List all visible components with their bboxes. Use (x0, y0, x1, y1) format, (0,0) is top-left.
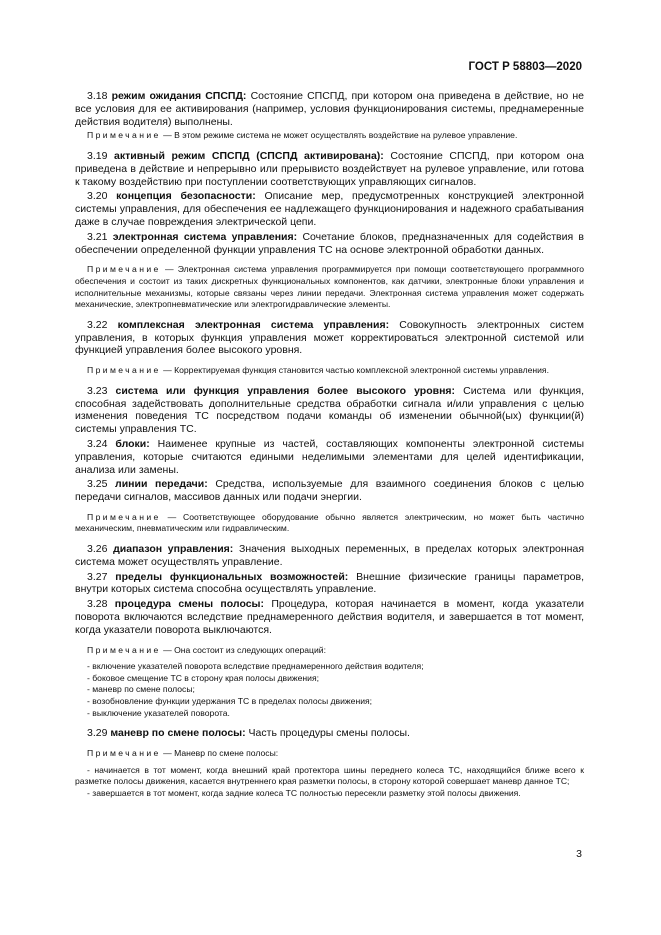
page-content (75, 90, 584, 807)
note-3-22: Примечание — Корректируемая функция становится частью комплексной электронной системы управления. (87, 365, 549, 376)
note-3-29: Примечание — Маневр по смене полосы: (87, 748, 279, 759)
term-3-22: 3.22 комплексная электронная система управления: Совокупность электронных систем управления, в которых функция управления может корректироваться электронной системой или функцией управления более высокого уровня. (75, 318, 584, 357)
list-item: - включение указателей поворота вследствие преднамеренного действия водителя; (87, 661, 424, 672)
maneuver-list (75, 765, 584, 800)
term-3-23: 3.23 система или функция управления более высокого уровня: Система или функция, способная задействовать дополнительные средства обработки сигнала и/или управления с целью изменения поведения ТС посредством подачи команды об изменении обычной(ых) функции(й) системы управления ТС. (75, 384, 585, 436)
term-3-24: 3.24 блоки: Наименее крупные из частей, составляющих компоненты электронной системы управления, которые считаются едиными неделимыми элементами для целей идентификации, анализа или замены. (75, 437, 584, 476)
term-3-20: 3.20 концепция безопасности: Описание мер, предусмотренных конструкцией электронной системы управления, для обеспечения ее надлежащего функционирования и надежного срабатывания даже в случае повреждения электрической цепи. (75, 190, 584, 228)
operations-list (75, 661, 584, 719)
term-3-27: 3.27 пределы функциональных возможностей: Внешние физические границы параметров, внутри которых система способна осуществлять управление. (75, 570, 584, 596)
term-3-26: 3.26 диапазон управления: Значения выходных переменных, в пределах которых электронная система может осуществлять управление. (75, 543, 584, 568)
list-item: - завершается в тот момент, когда задние колеса ТС полностью пересекли разметку этой полосы движения. (87, 787, 521, 798)
term-3-18: 3.18 режим ожидания СПСПД: Состояние СПСПД, при котором она приведена в действие, но не все условия для ее активирования (например, условия функционирования системы, преднамеренные действия водителя) выполнены. (75, 90, 584, 128)
standard-code-header: ГОСТ Р 58803—2020 (468, 61, 582, 73)
term-3-21: 3.21 электронная система управления: Сочетание блоков, предназначенных для содействия в обеспечении определенной функции управления ТС на основе электронной обработки данных. (75, 230, 585, 256)
list-item: - боковое смещение ТС в сторону края полосы движения; (87, 672, 320, 683)
term-3-19: 3.19 активный режим СПСПД (СПСПД активирована): Состояние СПСПД, при котором она приведена в действие и непрерывно или прерывисто воздействует на рулевое управление, или готова к такому воздействию при поступлении соответствующих управляющих сигналов. (75, 149, 585, 188)
list-item: - маневр по смене полосы; (87, 684, 195, 695)
list-item: - возобновление функции удержания ТС в пределах полосы движения; (87, 696, 373, 707)
term-3-25: 3.25 линии передачи: Средства, используемые для взаимного соединения блоков с целью передачи сигналов, массивов данных или подачи энергии. (75, 478, 584, 504)
note-3-21: Примечание — Электронная система управления программируется при помощи соответствующего программного обеспечения и состоит из таких дискретных функциональных компонентов, как датчики, электронные блоки управления и исполнительные механизмы, которые связаны через линии передачи. Электронная система управления может содержать механические, электропневматические или электрогидравлические элементы. (75, 264, 584, 310)
note-3-28: Примечание — Она состоит из следующих операций: (87, 644, 326, 655)
list-item: - выключение указателей поворота. (87, 707, 230, 718)
list-item: - начинается в тот момент, когда внешний край протектора шины переднего колеса ТС, находящийся ближе всего к разметке полосы движения, касается внутреннего края разметки полосы, в сторону которой совершает маневр данное ТС; (75, 764, 584, 787)
page-number: 3 (576, 848, 582, 860)
note-3-18: Примечание — В этом режиме система не может осуществлять воздействие на рулевое управление. (87, 130, 518, 141)
term-3-29: 3.29 маневр по смене полосы: Часть процедуры смены полосы. (87, 727, 410, 740)
term-3-28: 3.28 процедура смены полосы: Процедура, которая начинается в момент, когда указатели поворота включаются вследствие преднамеренного действия водителя, и завершается в тот момент, когда указатели поворота выключаются. (75, 598, 584, 636)
note-3-25: Примечание — Соответствующее оборудование обычно является электрическим, но может быть частично механическим, пневматическим или гидравлическим. (75, 511, 584, 534)
